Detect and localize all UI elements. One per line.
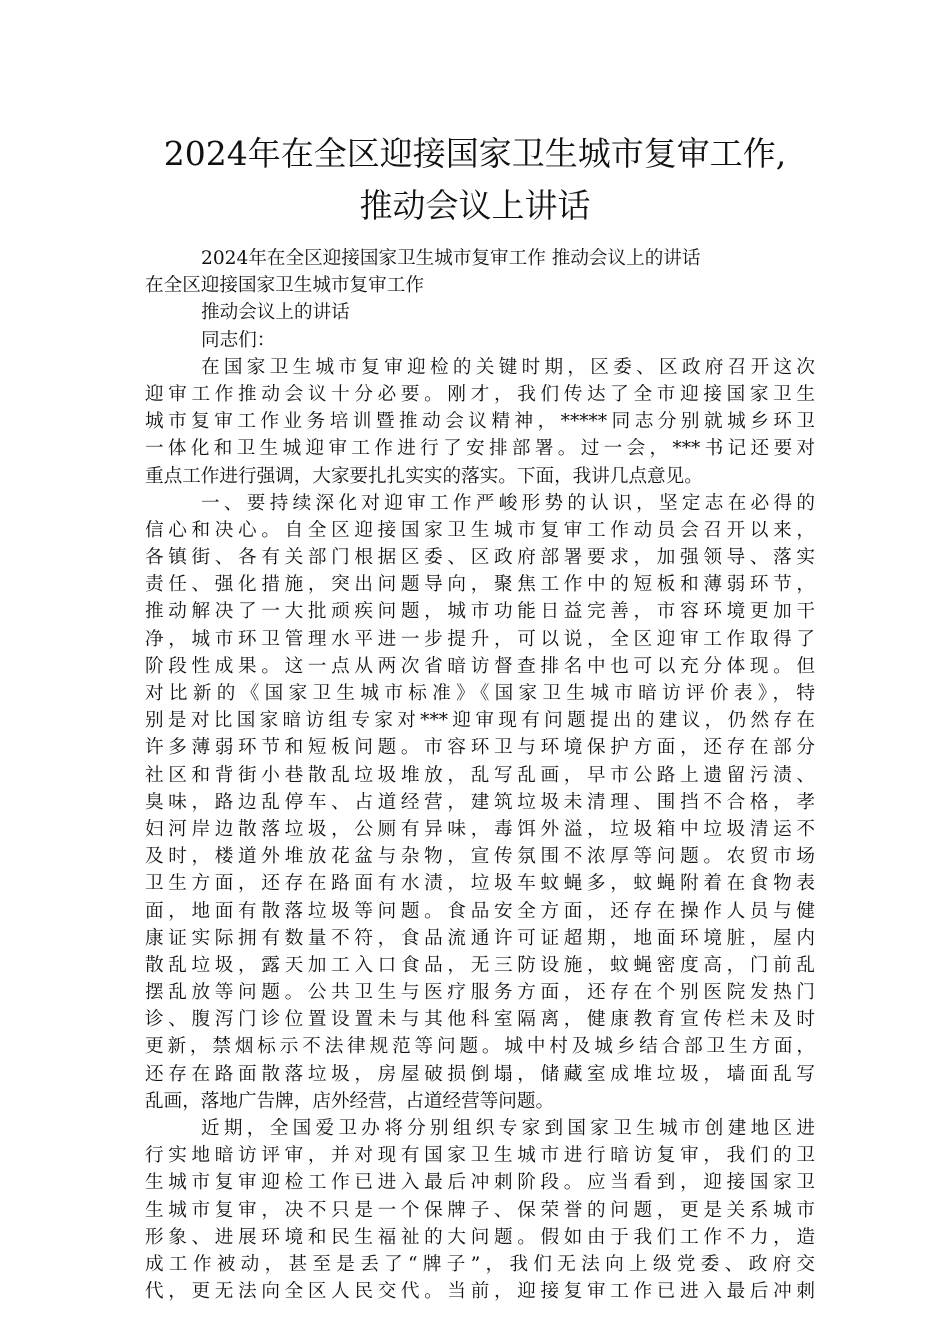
body-line: 别是对比国家暗访组专家对***迎审现有问题提出的建议，仍然存在 [145, 710, 815, 732]
body-line: 还存在路面散落垃圾，房屋破损倒塌，储藏室成堆垃圾，墙面乱写 [145, 1063, 815, 1085]
body-line: 净，城市环卫管理水平进一步提升，可以说，全区迎审工作取得了 [145, 628, 815, 650]
body-line: 散乱垃圾，露天加工入口食品，无三防设施，蚊蝇密度高，门前乱 [145, 954, 815, 976]
document-body [145, 245, 815, 1305]
body-line: 面，地面有散落垃圾等问题。食品安全方面，还存在操作人员与健 [145, 900, 815, 922]
body-line: 一、要持续深化对迎审工作严峻形势的认识，坚定志在必得的 [201, 492, 815, 514]
body-line: 臭味，路边乱停车、占道经营，建筑垃圾未清理、围挡不合格，孝 [145, 791, 815, 813]
body-line: 迎审工作推动会议十分必要。刚才，我们传达了全市迎接国家卫生 [145, 383, 815, 405]
title-line-1: 2024年在全区迎接国家卫生城市复审工作, [163, 134, 787, 173]
body-line: 阶段性成果。这一点从两次省暗访督查排名中也可以充分体现。但 [145, 655, 815, 677]
body-line: 2024年在全区迎接国家卫生城市复审工作 推动会议上的讲话 [201, 248, 701, 269]
document-title [120, 128, 830, 232]
body-line: 及时，楼道外堆放花盆与杂物，宣传氛围不浓厚等问题。农贸市场 [145, 846, 815, 868]
body-line: 城市复审工作业务培训暨推动会议精神，*****同志分别就城乡环卫 [145, 411, 815, 433]
body-line: 同志们： [201, 329, 276, 351]
body-line: 社区和背街小巷散乱垃圾堆放，乱写乱画，早市公路上遗留污渍、 [145, 764, 815, 786]
body-line: 成工作被动，甚至是丢了“牌子”，我们无法向上级党委、政府交 [145, 1253, 815, 1275]
body-line: 更新，禁烟标示不法律规范等问题。城中村及城乡结合部卫生方面， [145, 1036, 815, 1058]
body-line: 重点工作进行强调，大家要扎扎实实的落实。下面，我讲几点意见。 [145, 465, 703, 487]
body-line: 推动会议上的讲话 [201, 302, 350, 324]
body-line: 在全区迎接国家卫生城市复审工作 [145, 275, 424, 297]
body-line: 代，更无法向全区人民交代。当前，迎接复审工作已进入最后冲刺 [145, 1281, 815, 1303]
title-line-2: 推动会议上讲话 [359, 186, 591, 225]
body-line: 生城市复审迎检工作已进入最后冲刺阶段。应当看到，迎接国家卫 [145, 1172, 815, 1194]
body-line: 卫生方面，还存在路面有水渍，垃圾车蚊蝇多，蚊蝇附着在食物表 [145, 873, 815, 895]
body-line: 对比新的《国家卫生城市标准》《国家卫生城市暗访评价表》，特 [145, 683, 815, 704]
body-line: 生城市复审，决不只是一个保牌子、保荣誉的问题，更是关系城市 [145, 1199, 815, 1221]
body-line: 妇河岸边散落垃圾，公厕有异味，毒饵外溢，垃圾箱中垃圾清运不 [145, 818, 815, 840]
body-line: 在国家卫生城市复审迎检的关键时期，区委、区政府召开这次 [201, 356, 815, 378]
body-line: 信心和决心。自全区迎接国家卫生城市复审工作动员会召开以来， [145, 519, 815, 541]
body-line: 各镇街、各有关部门根据区委、区政府部署要求，加强领导、落实 [145, 547, 815, 569]
body-line: 一体化和卫生城迎审工作进行了安排部署。过一会，***书记还要对 [145, 438, 815, 460]
body-line: 推动解决了一大批顽疾问题，城市功能日益完善，市容环境更加干 [145, 601, 815, 623]
body-line: 诊、腹泻门诊位置设置未与其他科室隔离，健康教育宣传栏未及时 [145, 1009, 815, 1031]
body-line: 乱画，落地广告牌，店外经营，占道经营等问题。 [145, 1090, 555, 1112]
body-line: 康证实际拥有数量不符，食品流通许可证超期，地面环境脏，屋内 [145, 927, 815, 949]
body-line: 近期，全国爱卫办将分别组织专家到国家卫生城市创建地区进 [201, 1118, 815, 1139]
body-line: 责任、强化措施，突出问题导向，聚焦工作中的短板和薄弱环节， [145, 574, 815, 596]
body-line: 许多薄弱环节和短板问题。市容环卫与环境保护方面，还存在部分 [145, 737, 815, 759]
body-line: 形象、进展环境和民生福祉的大问题。假如由于我们工作不力，造 [145, 1226, 815, 1248]
body-line: 行实地暗访评审，并对现有国家卫生城市进行暗访复审，我们的卫 [145, 1145, 815, 1167]
body-line: 摆乱放等问题。公共卫生与医疗服务方面，还存在个别医院发热门 [145, 982, 815, 1004]
